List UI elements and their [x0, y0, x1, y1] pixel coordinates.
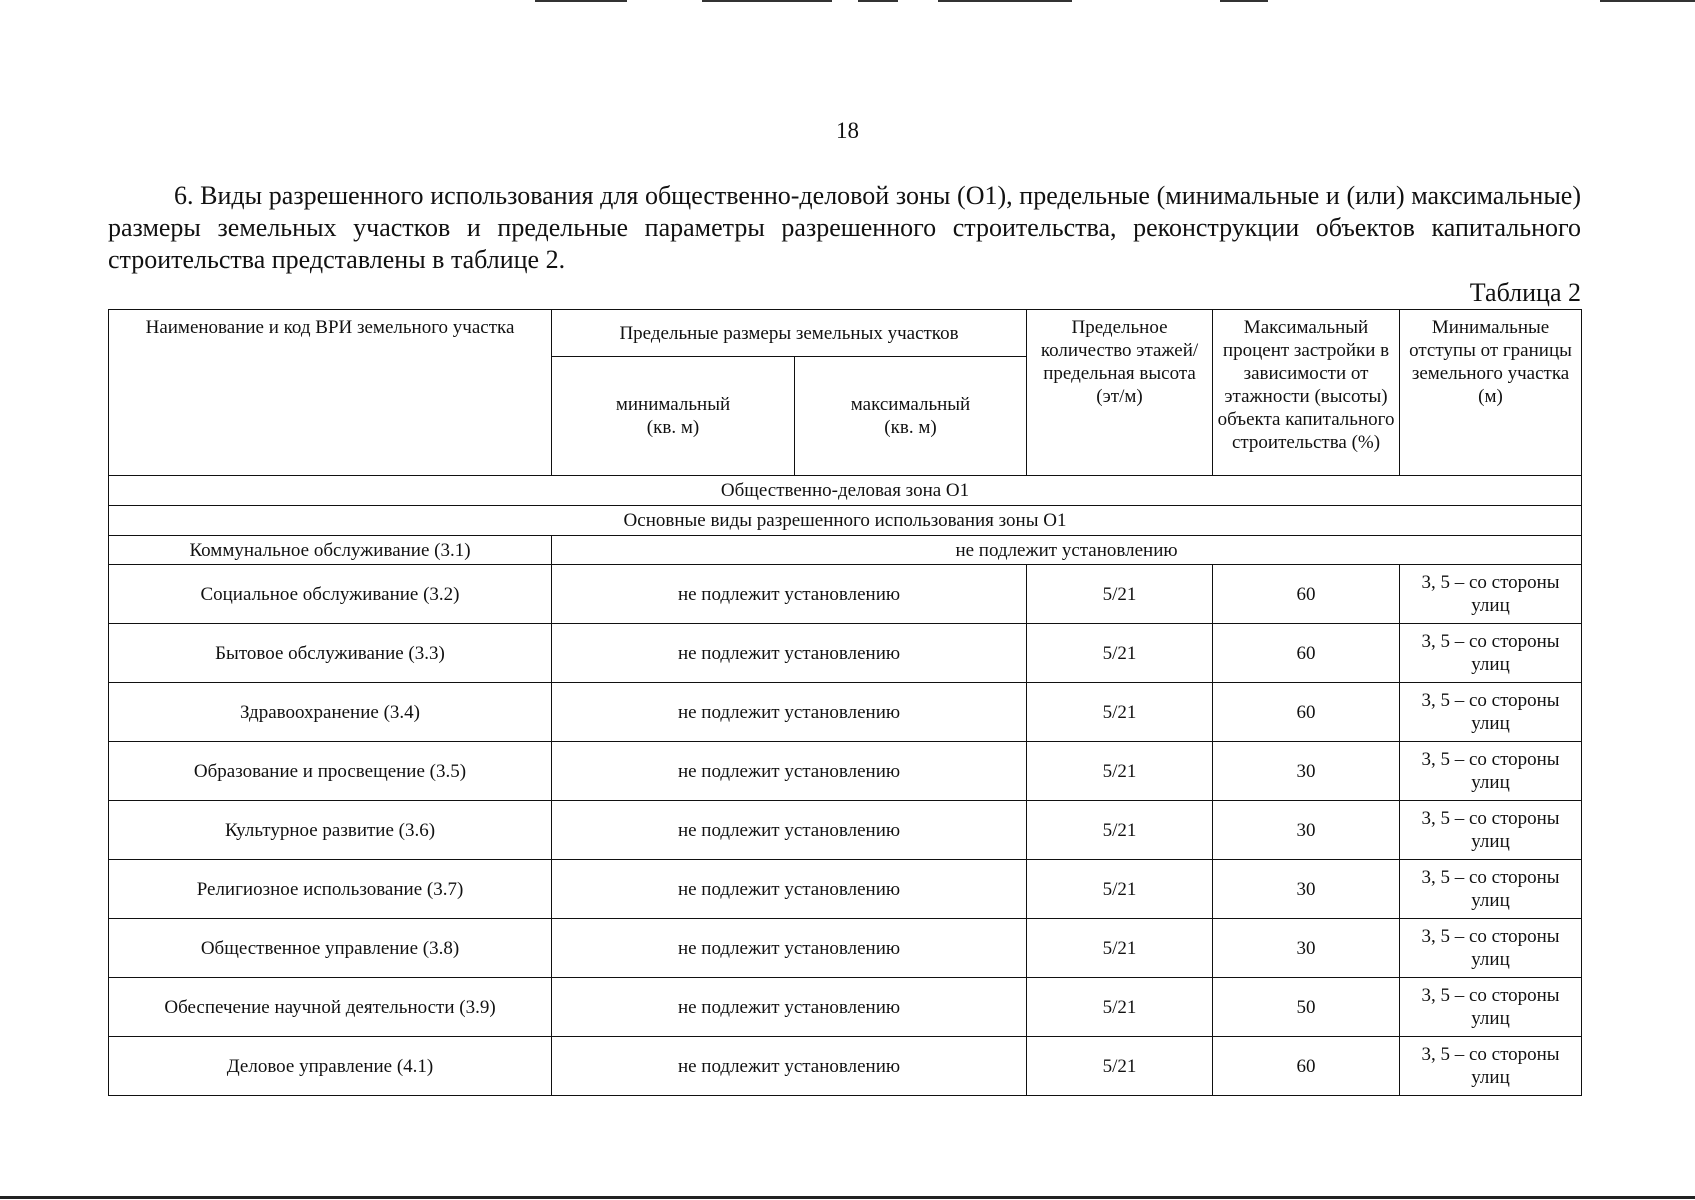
header-min: минимальный (кв. м)	[552, 357, 795, 476]
scan-artifact-line	[535, 0, 627, 2]
header-max: максимальный (кв. м)	[795, 357, 1027, 476]
cell-percent: 30	[1213, 860, 1400, 919]
header-percent: Максимальный процент застройки в зависимости от этажности (высоты) объекта капитального строительства (%)	[1213, 310, 1400, 476]
cell-name: Религиозное использование (3.7)	[109, 860, 552, 919]
cell-floors: 5/21	[1027, 683, 1213, 742]
header-floors: Предельное количество этажей/ предельная высота (эт/м)	[1027, 310, 1213, 476]
cell-sizes: не подлежит установлению	[552, 801, 1027, 860]
cell-name: Деловое управление (4.1)	[109, 1037, 552, 1096]
scan-artifact-line	[938, 0, 1072, 2]
cell-sizes: не подлежит установлению	[552, 624, 1027, 683]
page-number: 18	[836, 118, 859, 143]
cell-percent: 60	[1213, 683, 1400, 742]
table-caption: Таблица 2	[1469, 278, 1581, 307]
main-types-row: Основные виды разрешенного использования зоны О1	[109, 506, 1582, 536]
zoning-table	[108, 309, 1582, 1096]
cell-floors: 5/21	[1027, 801, 1213, 860]
cell-name: Социальное обслуживание (3.2)	[109, 565, 552, 624]
cell-percent: 30	[1213, 801, 1400, 860]
cell-percent: 60	[1213, 565, 1400, 624]
cell-sizes: не подлежит установлению	[552, 978, 1027, 1037]
cell-floors: 5/21	[1027, 1037, 1213, 1096]
cell-not-applicable: не подлежит установлению	[552, 536, 1582, 565]
cell-indent: 3, 5 – со стороны улиц	[1400, 742, 1582, 801]
cell-indent: 3, 5 – со стороны улиц	[1400, 801, 1582, 860]
table-row	[109, 860, 1582, 919]
table-row	[109, 565, 1582, 624]
bottom-rule	[0, 1196, 1695, 1199]
cell-floors: 5/21	[1027, 742, 1213, 801]
scan-artifact-line	[858, 0, 898, 2]
table-row	[109, 742, 1582, 801]
cell-sizes: не подлежит установлению	[552, 860, 1027, 919]
scan-artifact-line	[702, 0, 832, 2]
intro-paragraph: 6. Виды разрешенного использования для общественно-деловой зоны (О1), предельные (минимальные и (или) максимальные) размеры земельных участков и предельные параметры разрешенного строительства, реконструкции объектов капитального строительства представлены в таблице 2.	[108, 181, 1581, 274]
cell-indent: 3, 5 – со стороны улиц	[1400, 565, 1582, 624]
header-sizes-group: Предельные размеры земельных участков	[552, 310, 1027, 357]
cell-indent: 3, 5 – со стороны улиц	[1400, 683, 1582, 742]
header-name: Наименование и код ВРИ земельного участка	[109, 310, 552, 476]
table-row	[109, 801, 1582, 860]
cell-floors: 5/21	[1027, 860, 1213, 919]
cell-indent: 3, 5 – со стороны улиц	[1400, 919, 1582, 978]
cell-floors: 5/21	[1027, 919, 1213, 978]
cell-sizes: не подлежит установлению	[552, 742, 1027, 801]
cell-name: Здравоохранение (3.4)	[109, 683, 552, 742]
cell-sizes: не подлежит установлению	[552, 919, 1027, 978]
table-row	[109, 683, 1582, 742]
cell-name: Образование и просвещение (3.5)	[109, 742, 552, 801]
cell-name: Обеспечение научной деятельности (3.9)	[109, 978, 552, 1037]
table-row	[109, 919, 1582, 978]
scan-artifact-line	[1600, 0, 1695, 2]
cell-floors: 5/21	[1027, 978, 1213, 1037]
cell-sizes: не подлежит установлению	[552, 683, 1027, 742]
cell-percent: 30	[1213, 742, 1400, 801]
cell-floors: 5/21	[1027, 565, 1213, 624]
cell-indent: 3, 5 – со стороны улиц	[1400, 624, 1582, 683]
table-row	[109, 978, 1582, 1037]
cell-indent: 3, 5 – со стороны улиц	[1400, 978, 1582, 1037]
cell-indent: 3, 5 – со стороны улиц	[1400, 1037, 1582, 1096]
cell-percent: 60	[1213, 624, 1400, 683]
cell-name: Общественное управление (3.8)	[109, 919, 552, 978]
cell-floors: 5/21	[1027, 624, 1213, 683]
cell-name: Культурное развитие (3.6)	[109, 801, 552, 860]
table-row	[109, 1037, 1582, 1096]
cell-sizes: не подлежит установлению	[552, 1037, 1027, 1096]
scan-artifact-line	[1220, 0, 1268, 2]
table-row	[109, 536, 1582, 565]
table-row	[109, 624, 1582, 683]
cell-percent: 30	[1213, 919, 1400, 978]
cell-percent: 50	[1213, 978, 1400, 1037]
header-indent: Минимальные отступы от границы земельного участка (м)	[1400, 310, 1582, 476]
cell-indent: 3, 5 – со стороны улиц	[1400, 860, 1582, 919]
cell-name: Коммунальное обслуживание (3.1)	[109, 536, 552, 565]
cell-name: Бытовое обслуживание (3.3)	[109, 624, 552, 683]
zone-title-row: Общественно-деловая зона О1	[109, 476, 1582, 506]
cell-percent: 60	[1213, 1037, 1400, 1096]
cell-sizes: не подлежит установлению	[552, 565, 1027, 624]
